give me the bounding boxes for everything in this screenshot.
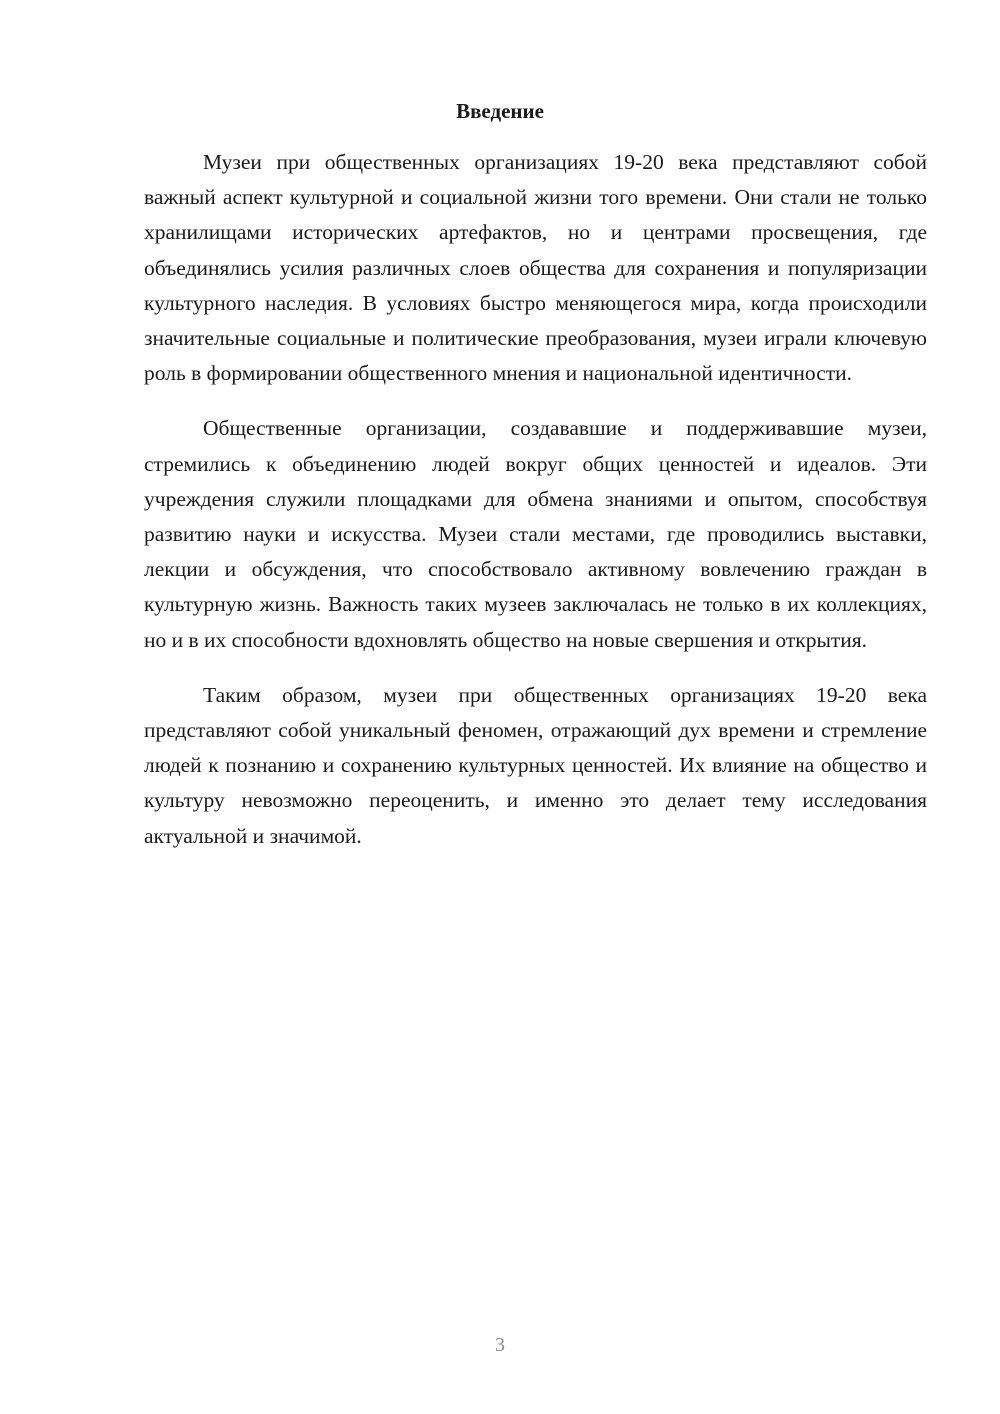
page-number: 3 (495, 1334, 505, 1356)
section-heading: Введение (456, 99, 544, 123)
paragraph-2: Общественные организации, создававшие и поддерживавшие музеи, стремились к объединению людей вокруг общих ценностей и идеалов. Эти учреждения служили площадками для обмена знаниями и опытом, способствуя развитию науки и искусства. Музеи стали местами, где проводились выставки, лекции и обсуждения, что способствовало активному вовлечению граждан в культурную жизнь. Важность таких музеев заключалась не только в их коллекциях, но и в их способности вдохновлять общество на новые свершения и открытия. (144, 416, 927, 652)
paragraph-1: Музеи при общественных организациях 19-20 века представляют собой важный аспект культурной и социальной жизни того времени. Они стали не только хранилищами исторических артефактов, но и центрами просвещения, где объединялись усилия различных слоев общества для сохранения и популяризации культурного наследия. В условиях быстро меняющегося мира, когда происходили значительные социальные и политические преобразования, музеи играли ключевую роль в формировании общественного мнения и национальной идентичности. (144, 150, 927, 386)
body-text (144, 145, 927, 874)
paragraph-3: Таким образом, музеи при общественных организациях 19-20 века представляют собой уникальный феномен, отражающий дух времени и стремление людей к познанию и сохранению культурных ценностей. Их влияние на общество и культуру невозможно переоценить, и именно это делает тему исследования актуальной и значимой. (144, 682, 927, 848)
